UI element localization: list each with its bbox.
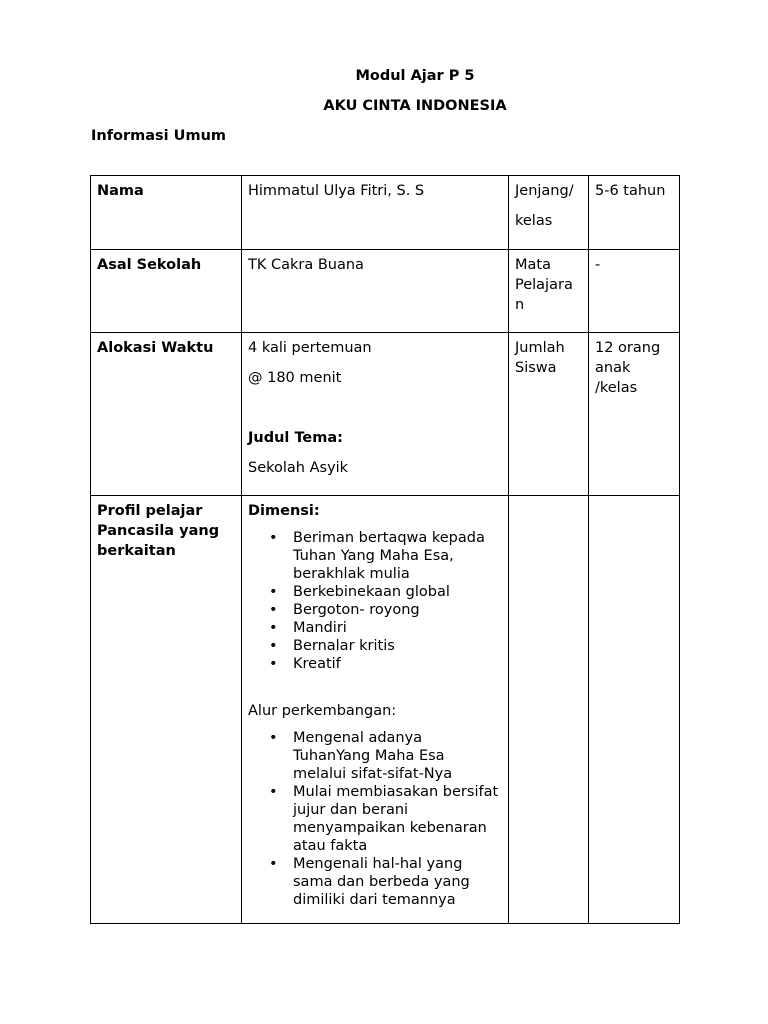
label-cell: [91, 250, 242, 333]
list-item: • Beriman bertaqwa kepada Tuhan Yang Maha Esa, berakhlak mulia: [293, 529, 502, 583]
label-cell: [509, 250, 589, 333]
value-cell: [589, 333, 680, 496]
subject-label-line3: n: [515, 297, 525, 313]
empty-cell: [509, 496, 589, 924]
list-item: • Bergoton- royong: [293, 601, 502, 619]
label-cell: [509, 176, 589, 250]
document-title: Modul Ajar P 5: [355, 68, 475, 84]
theme-heading: Judul Tema:: [248, 430, 343, 446]
progress-heading: Alur perkembangan:: [248, 703, 397, 719]
time-allocation-label: Alokasi Waktu: [97, 340, 214, 356]
list-item: • Mengenali hal-hal yang sama dan berbeda yang dimiliki dari temannya: [293, 855, 502, 909]
dimension-list: [248, 529, 502, 673]
value-cell: [242, 333, 509, 496]
subject-label-line1: Mata: [515, 257, 551, 273]
table-row: [91, 250, 680, 333]
school-value: TK Cakra Buana: [248, 257, 364, 273]
label-cell: [91, 176, 242, 250]
list-item: • Bernalar kritis: [293, 637, 502, 655]
list-item: • Berkebinekaan global: [293, 583, 502, 601]
empty-cell: [589, 496, 680, 924]
duration-value: @ 180 menit: [248, 370, 342, 386]
list-item: • Mulai membiasakan bersifat jujur dan berani menyampaikan kebenaran atau fakta: [293, 783, 502, 855]
progress-list: [248, 729, 502, 909]
level-label-line1: Jenjang/: [515, 183, 574, 199]
students-value-line2: anak: [595, 360, 631, 376]
students-label-line2: Siswa: [515, 360, 557, 376]
profile-label: Profil pelajar Pancasila yang berkaitan: [97, 503, 220, 559]
subject-label-line2: Pelajara: [515, 277, 573, 293]
value-cell: [589, 250, 680, 333]
table-row: [91, 333, 680, 496]
label-cell: [91, 496, 242, 924]
table-row: [91, 496, 680, 924]
document-subtitle: AKU CINTA INDONESIA: [323, 98, 507, 114]
students-value-line1: 12 orang: [595, 340, 661, 356]
value-cell: [242, 176, 509, 250]
label-cell: [509, 333, 589, 496]
value-cell: [589, 176, 680, 250]
subject-value: -: [595, 257, 601, 273]
school-label: Asal Sekolah: [97, 257, 202, 273]
name-label: Nama: [97, 183, 144, 199]
dimension-heading: Dimensi:: [248, 503, 320, 519]
value-cell: [242, 496, 509, 924]
level-value: 5-6 tahun: [595, 183, 666, 199]
students-value-line3: /kelas: [595, 380, 638, 396]
level-label-line2: kelas: [515, 213, 553, 229]
students-label-line1: Jumlah: [515, 340, 565, 356]
label-cell: [91, 333, 242, 496]
meetings-value: 4 kali pertemuan: [248, 340, 372, 356]
list-item: • Mandiri: [293, 619, 502, 637]
name-value: Himmatul Ulya Fitri, S. S: [248, 183, 425, 199]
list-item: • Mengenal adanya TuhanYang Maha Esa melalui sifat-sifat-Nya: [293, 729, 502, 783]
value-cell: [242, 250, 509, 333]
section-heading: Informasi Umum: [91, 128, 226, 144]
general-info-table: [90, 175, 680, 924]
list-item: • Kreatif: [293, 655, 502, 673]
table-row: [91, 176, 680, 250]
theme-value: Sekolah Asyik: [248, 460, 349, 476]
